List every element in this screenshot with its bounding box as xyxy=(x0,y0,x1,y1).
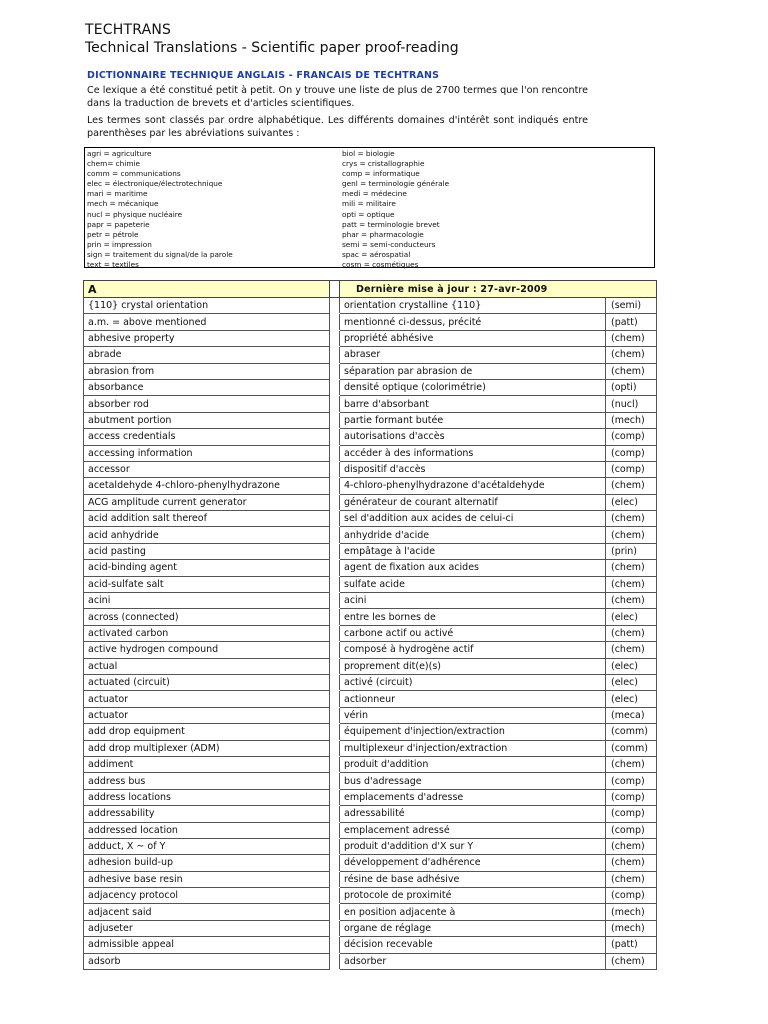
column-spacer xyxy=(330,724,340,740)
term-english: acetaldehyde 4-chloro-phenylhydrazone xyxy=(84,478,330,494)
term-french: équipement d'injection/extraction xyxy=(340,724,606,740)
section-letter: A xyxy=(84,281,330,298)
term-french: autorisations d'accès xyxy=(340,429,606,445)
term-english: adsorb xyxy=(84,953,330,969)
term-english: actuator xyxy=(84,707,330,723)
term-domain: (prin) xyxy=(606,543,657,559)
column-spacer xyxy=(330,789,340,805)
table-row xyxy=(84,773,657,789)
abbreviations-left-column xyxy=(87,149,233,270)
column-spacer xyxy=(330,560,340,576)
term-english: adjuseter xyxy=(84,920,330,936)
term-english: addiment xyxy=(84,756,330,772)
term-french: propriété abhésive xyxy=(340,330,606,346)
term-french: sel d'addition aux acides de celui-ci xyxy=(340,511,606,527)
term-french: entre les bornes de xyxy=(340,609,606,625)
column-spacer xyxy=(330,298,340,314)
term-french: mentionné ci-dessus, précité xyxy=(340,314,606,330)
table-row xyxy=(84,314,657,330)
term-domain: (comp) xyxy=(606,822,657,838)
term-english: actual xyxy=(84,658,330,674)
column-spacer xyxy=(330,888,340,904)
term-domain: (chem) xyxy=(606,330,657,346)
term-french: multiplexeur d'injection/extraction xyxy=(340,740,606,756)
table-row xyxy=(84,740,657,756)
term-french: adressabilité xyxy=(340,806,606,822)
table-row xyxy=(84,347,657,363)
table-row xyxy=(84,576,657,592)
column-spacer xyxy=(330,904,340,920)
term-english: actuated (circuit) xyxy=(84,674,330,690)
abbreviation-item: sign = traitement du signal/de la parole xyxy=(87,249,233,259)
table-row xyxy=(84,838,657,854)
term-french: produit d'addition d'X sur Y xyxy=(340,838,606,854)
term-french: organe de réglage xyxy=(340,920,606,936)
term-french: densité optique (colorimétrie) xyxy=(340,379,606,395)
term-french: abraser xyxy=(340,347,606,363)
column-spacer xyxy=(330,494,340,510)
term-domain: (mech) xyxy=(606,412,657,428)
table-row xyxy=(84,609,657,625)
term-french: adsorber xyxy=(340,953,606,969)
intro-paragraph-1: Ce lexique a été constitué petit à petit. On y trouve une liste de plus de 2700 termes que l'on rencontre dans la traduction de brevets et d'articles scientifiques. xyxy=(87,85,588,109)
term-french: résine de base adhésive xyxy=(340,871,606,887)
table-row xyxy=(84,806,657,822)
term-domain: (chem) xyxy=(606,625,657,641)
abbreviation-item: cosm = cosmétiques xyxy=(342,260,419,270)
table-row xyxy=(84,937,657,953)
table-row xyxy=(84,527,657,543)
term-french: dispositif d'accès xyxy=(340,461,606,477)
abbreviation-item: agri = agriculture xyxy=(87,149,152,158)
term-english: abutment portion xyxy=(84,412,330,428)
abbreviation-item: nucl = physique nucléaire xyxy=(87,209,183,219)
term-english: acid-sulfate salt xyxy=(84,576,330,592)
column-spacer xyxy=(330,756,340,772)
abbreviation-item: spac = aérospatial xyxy=(342,249,411,259)
term-domain: (comp) xyxy=(606,461,657,477)
term-domain: (chem) xyxy=(606,511,657,527)
term-french: actionneur xyxy=(340,691,606,707)
abbreviation-item: mari = maritime xyxy=(87,189,148,199)
table-row xyxy=(84,511,657,527)
term-domain: (comp) xyxy=(606,789,657,805)
column-spacer xyxy=(330,593,340,609)
term-english: address locations xyxy=(84,789,330,805)
column-spacer xyxy=(330,838,340,854)
term-french: sulfate acide xyxy=(340,576,606,592)
term-french: bus d'adressage xyxy=(340,773,606,789)
term-domain: (elec) xyxy=(606,674,657,690)
term-french: développement d'adhérence xyxy=(340,855,606,871)
column-spacer xyxy=(330,543,340,559)
term-english: {110} crystal orientation xyxy=(84,298,330,314)
term-domain: (semi) xyxy=(606,298,657,314)
abbreviation-item: prin = impression xyxy=(87,239,152,249)
column-spacer xyxy=(330,658,340,674)
term-french: accéder à des informations xyxy=(340,445,606,461)
term-french: agent de fixation aux acides xyxy=(340,560,606,576)
term-english: absorbance xyxy=(84,379,330,395)
table-row xyxy=(84,593,657,609)
abbreviation-item: patt = terminologie brevet xyxy=(342,219,440,229)
term-french: activé (circuit) xyxy=(340,674,606,690)
term-english: adjacent said xyxy=(84,904,330,920)
column-spacer xyxy=(330,527,340,543)
table-row xyxy=(84,298,657,314)
abbreviation-item: genl = terminologie générale xyxy=(342,179,450,189)
abbreviation-item: elec = électronique/électrotechnique xyxy=(87,179,223,189)
term-french: carbone actif ou activé xyxy=(340,625,606,641)
column-spacer xyxy=(330,937,340,953)
table-row xyxy=(84,888,657,904)
term-domain: (comp) xyxy=(606,888,657,904)
column-spacer xyxy=(330,707,340,723)
table-row xyxy=(84,822,657,838)
column-spacer xyxy=(330,674,340,690)
term-english: accessing information xyxy=(84,445,330,461)
term-english: ACG amplitude current generator xyxy=(84,494,330,510)
term-english: admissible appeal xyxy=(84,937,330,953)
table-row xyxy=(84,412,657,428)
term-french: produit d'addition xyxy=(340,756,606,772)
abbreviation-item: mech = mécanique xyxy=(87,199,159,209)
term-english: a.m. = above mentioned xyxy=(84,314,330,330)
term-english: adhesive base resin xyxy=(84,871,330,887)
table-row xyxy=(84,674,657,690)
term-french: emplacements d'adresse xyxy=(340,789,606,805)
term-domain: (comm) xyxy=(606,740,657,756)
table-row xyxy=(84,904,657,920)
term-english: address bus xyxy=(84,773,330,789)
term-french: générateur de courant alternatif xyxy=(340,494,606,510)
abbreviation-item: opti = optique xyxy=(342,209,395,219)
term-french: orientation crystalline {110} xyxy=(340,298,606,314)
column-spacer xyxy=(330,379,340,395)
term-english: adhesion build-up xyxy=(84,855,330,871)
column-spacer xyxy=(330,445,340,461)
term-domain: (chem) xyxy=(606,838,657,854)
term-french: 4-chloro-phenylhydrazone d'acétaldehyde xyxy=(340,478,606,494)
table-row xyxy=(84,953,657,969)
table-row xyxy=(84,543,657,559)
term-domain: (patt) xyxy=(606,937,657,953)
column-spacer xyxy=(330,461,340,477)
term-english: activated carbon xyxy=(84,625,330,641)
term-domain: (nucl) xyxy=(606,396,657,412)
dictionary-title: DICTIONNAIRE TECHNIQUE ANGLAIS - FRANCAIS DE TECHTRANS xyxy=(87,70,440,81)
abbreviation-item: medi = médecine xyxy=(342,189,407,199)
term-domain: (comp) xyxy=(606,806,657,822)
term-domain: (elec) xyxy=(606,494,657,510)
table-row xyxy=(84,920,657,936)
abbreviation-item: papr = papeterie xyxy=(87,219,150,229)
term-domain: (mech) xyxy=(606,920,657,936)
abbreviation-item: chem= chimie xyxy=(87,159,140,169)
term-domain: (chem) xyxy=(606,363,657,379)
term-domain: (opti) xyxy=(606,379,657,395)
column-spacer xyxy=(330,920,340,936)
table-row xyxy=(84,658,657,674)
abbreviation-item: comm = communications xyxy=(87,169,181,179)
term-domain: (mech) xyxy=(606,904,657,920)
column-spacer xyxy=(330,806,340,822)
table-row xyxy=(84,789,657,805)
column-spacer xyxy=(330,642,340,658)
column-spacer xyxy=(330,363,340,379)
abbreviation-item: mili = militaire xyxy=(342,199,396,209)
column-spacer xyxy=(330,576,340,592)
table-row xyxy=(84,461,657,477)
column-spacer xyxy=(330,511,340,527)
glossary-table xyxy=(83,280,657,970)
column-spacer xyxy=(330,625,340,641)
table-row xyxy=(84,379,657,395)
term-french: composé à hydrogène actif xyxy=(340,642,606,658)
abbreviation-item: semi = semi-conducteurs xyxy=(342,239,436,249)
term-french: partie formant butée xyxy=(340,412,606,428)
column-spacer xyxy=(330,347,340,363)
term-english: access credentials xyxy=(84,429,330,445)
term-english: adduct, X ~ of Y xyxy=(84,838,330,854)
term-domain: (chem) xyxy=(606,756,657,772)
abbreviation-item: biol = biologie xyxy=(342,149,395,158)
table-row xyxy=(84,363,657,379)
table-row xyxy=(84,560,657,576)
last-update: Dernière mise à jour : 27-avr-2009 xyxy=(340,281,657,298)
term-french: en position adjacente à xyxy=(340,904,606,920)
term-domain: (meca) xyxy=(606,707,657,723)
table-row xyxy=(84,478,657,494)
term-english: actuator xyxy=(84,691,330,707)
column-spacer xyxy=(330,871,340,887)
term-english: active hydrogen compound xyxy=(84,642,330,658)
term-domain: (chem) xyxy=(606,642,657,658)
term-french: séparation par abrasion de xyxy=(340,363,606,379)
term-english: add drop multiplexer (ADM) xyxy=(84,740,330,756)
table-row xyxy=(84,429,657,445)
term-french: empâtage à l'acide xyxy=(340,543,606,559)
table-row xyxy=(84,445,657,461)
brand-name: TECHTRANS xyxy=(85,22,172,38)
term-domain: (comp) xyxy=(606,445,657,461)
abbreviations-box xyxy=(84,147,655,268)
term-french: proprement dit(e)(s) xyxy=(340,658,606,674)
abbreviation-item: comp = informatique xyxy=(342,169,420,179)
term-domain: (chem) xyxy=(606,871,657,887)
term-english: abhesive property xyxy=(84,330,330,346)
column-spacer xyxy=(330,314,340,330)
table-row xyxy=(84,625,657,641)
table-row xyxy=(84,691,657,707)
glossary-header-row xyxy=(84,281,657,298)
term-domain: (chem) xyxy=(606,478,657,494)
term-english: adjacency protocol xyxy=(84,888,330,904)
column-spacer xyxy=(330,429,340,445)
abbreviation-item: text = textiles xyxy=(87,260,139,270)
term-domain: (comp) xyxy=(606,773,657,789)
intro-paragraph-2: Les termes sont classés par ordre alphabétique. Les différents domaines d'intérêt sont indiqués entre parenthèses par les abréviations suivantes : xyxy=(87,115,588,139)
term-english: acid-binding agent xyxy=(84,560,330,576)
term-english: acid anhydride xyxy=(84,527,330,543)
column-spacer xyxy=(330,478,340,494)
term-english: abrade xyxy=(84,347,330,363)
term-english: add drop equipment xyxy=(84,724,330,740)
term-english: accessor xyxy=(84,461,330,477)
term-french: barre d'absorbant xyxy=(340,396,606,412)
page-header xyxy=(85,22,459,57)
tagline: Technical Translations - Scientific paper proof-reading xyxy=(85,40,459,56)
term-french: acini xyxy=(340,593,606,609)
term-domain: (chem) xyxy=(606,953,657,969)
column-spacer xyxy=(330,773,340,789)
column-spacer xyxy=(330,953,340,969)
term-english: acid pasting xyxy=(84,543,330,559)
table-row xyxy=(84,330,657,346)
column-spacer xyxy=(330,281,340,298)
column-spacer xyxy=(330,412,340,428)
term-domain: (elec) xyxy=(606,658,657,674)
term-french: décision recevable xyxy=(340,937,606,953)
term-domain: (elec) xyxy=(606,609,657,625)
column-spacer xyxy=(330,396,340,412)
term-english: across (connected) xyxy=(84,609,330,625)
table-row xyxy=(84,396,657,412)
table-row xyxy=(84,642,657,658)
column-spacer xyxy=(330,691,340,707)
term-domain: (chem) xyxy=(606,576,657,592)
abbreviation-item: phar = pharmacologie xyxy=(342,229,424,239)
table-row xyxy=(84,855,657,871)
term-domain: (chem) xyxy=(606,593,657,609)
term-domain: (elec) xyxy=(606,691,657,707)
term-french: vérin xyxy=(340,707,606,723)
term-english: absorber rod xyxy=(84,396,330,412)
term-domain: (chem) xyxy=(606,560,657,576)
abbreviation-item: crys = cristallographie xyxy=(342,159,425,169)
table-row xyxy=(84,724,657,740)
term-english: addressed location xyxy=(84,822,330,838)
column-spacer xyxy=(330,740,340,756)
term-domain: (comp) xyxy=(606,429,657,445)
term-english: addressability xyxy=(84,806,330,822)
term-domain: (chem) xyxy=(606,527,657,543)
term-english: acid addition salt thereof xyxy=(84,511,330,527)
term-french: anhydride d'acide xyxy=(340,527,606,543)
term-english: abrasion from xyxy=(84,363,330,379)
column-spacer xyxy=(330,609,340,625)
table-row xyxy=(84,871,657,887)
column-spacer xyxy=(330,330,340,346)
abbreviations-right-column xyxy=(342,149,449,270)
term-french: emplacement adressé xyxy=(340,822,606,838)
term-domain: (patt) xyxy=(606,314,657,330)
term-english: acini xyxy=(84,593,330,609)
term-domain: (chem) xyxy=(606,347,657,363)
column-spacer xyxy=(330,822,340,838)
table-row xyxy=(84,494,657,510)
abbreviation-item: petr = pétrole xyxy=(87,229,139,239)
term-french: protocole de proximité xyxy=(340,888,606,904)
table-row xyxy=(84,756,657,772)
column-spacer xyxy=(330,855,340,871)
term-domain: (chem) xyxy=(606,855,657,871)
term-domain: (comm) xyxy=(606,724,657,740)
table-row xyxy=(84,707,657,723)
